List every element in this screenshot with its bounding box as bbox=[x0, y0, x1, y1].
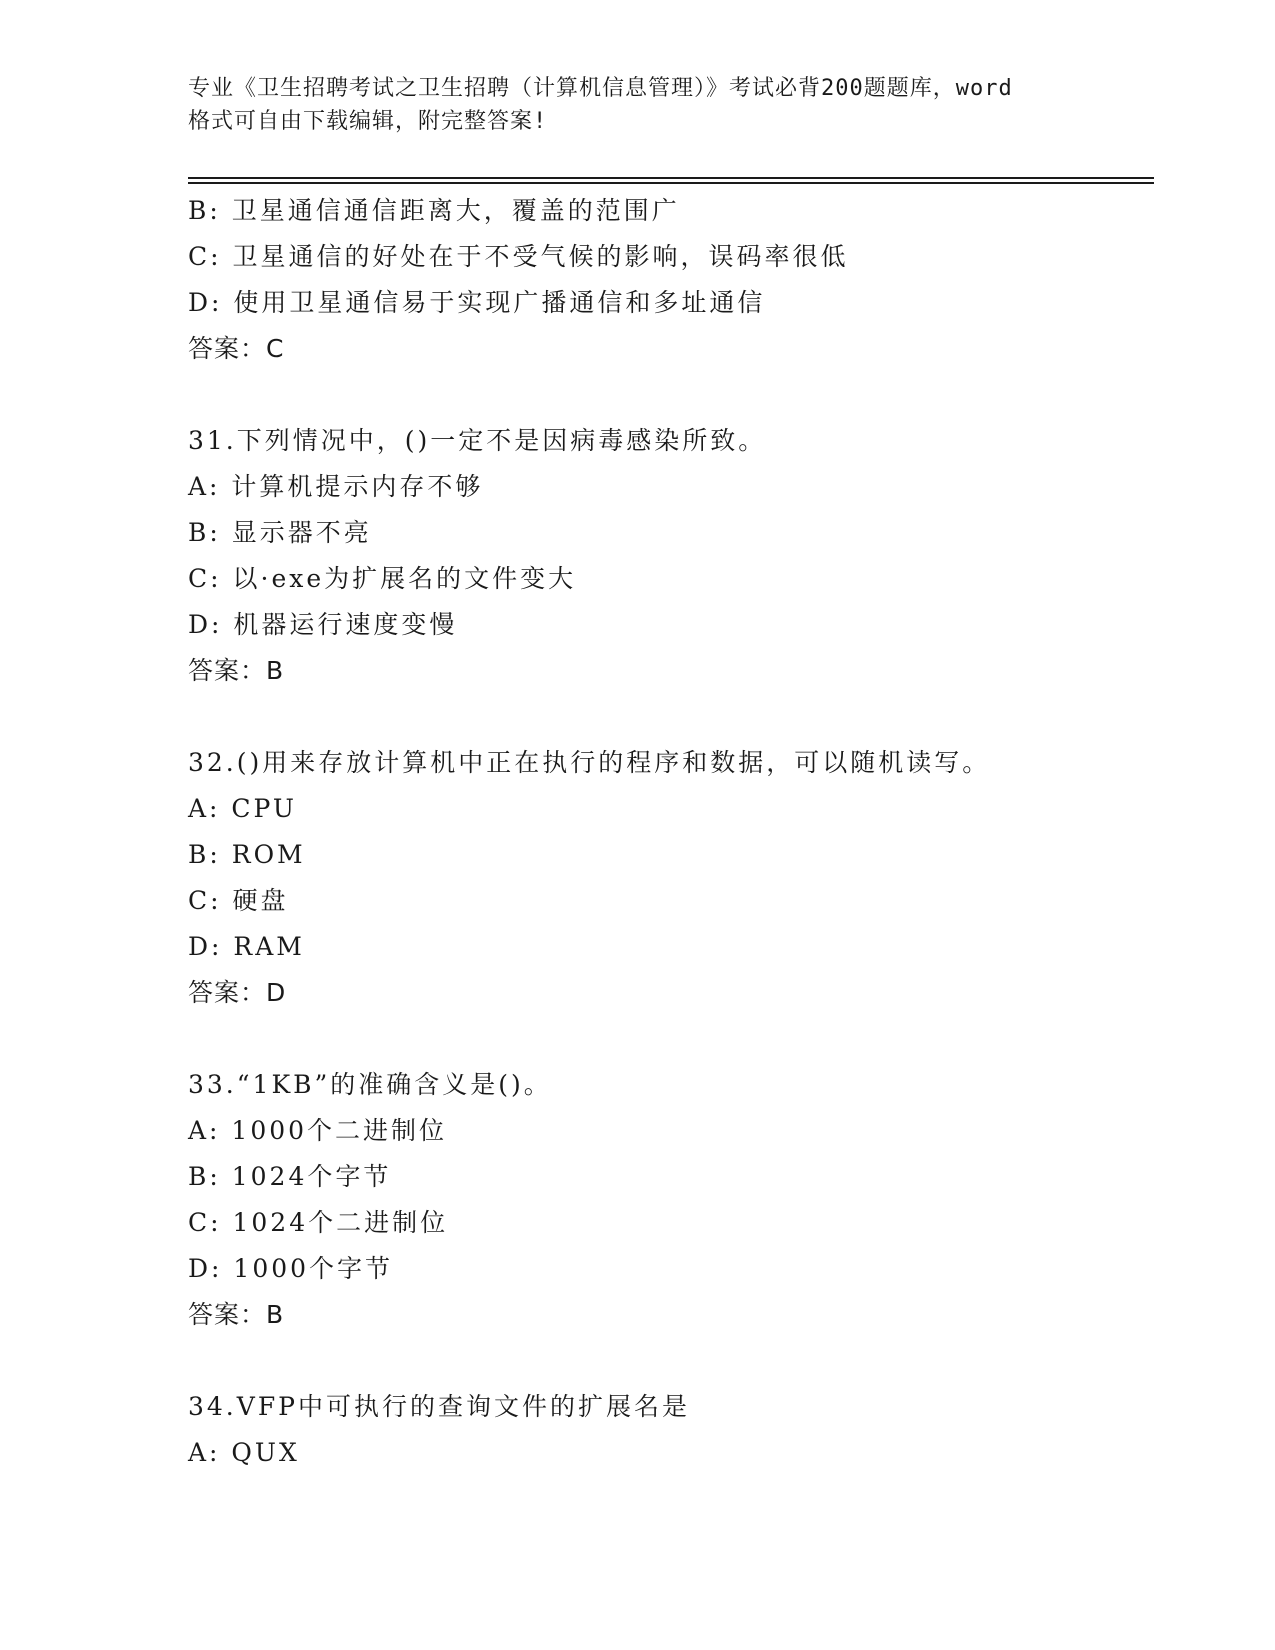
question-31 bbox=[188, 418, 1154, 694]
option-a: A: 计算机提示内存不够 bbox=[188, 472, 484, 501]
option-b: B: ROM bbox=[188, 840, 306, 869]
answer-line: 答案：B bbox=[188, 1300, 285, 1329]
header-divider-top bbox=[188, 177, 1154, 179]
option-c: C: 以·exe为扩展名的文件变大 bbox=[188, 564, 577, 593]
question-stem: 34.VFP中可执行的查询文件的扩展名是 bbox=[188, 1392, 690, 1421]
question-stem: 33.“1KB”的准确含义是()。 bbox=[188, 1070, 552, 1099]
option-d: D: 机器运行速度变慢 bbox=[188, 610, 458, 639]
option-b: B: 卫星通信通信距离大，覆盖的范围广 bbox=[188, 196, 680, 225]
answer-line: 答案：D bbox=[188, 978, 287, 1007]
question-32 bbox=[188, 740, 1154, 1016]
option-c: C: 硬盘 bbox=[188, 886, 289, 915]
question-stem: 31.下列情况中，()一定不是因病毒感染所致。 bbox=[188, 426, 767, 455]
option-d: D: RAM bbox=[188, 932, 305, 961]
option-d: D: 使用卫星通信易于实现广播通信和多址通信 bbox=[188, 288, 766, 317]
option-c: C: 1024个二进制位 bbox=[188, 1208, 449, 1237]
question-list bbox=[188, 188, 1154, 1476]
option-b: B: 1024个字节 bbox=[188, 1162, 392, 1191]
option-a: A: 1000个二进制位 bbox=[188, 1116, 448, 1145]
question-30-continued bbox=[188, 188, 1154, 372]
answer-line: 答案：B bbox=[188, 656, 285, 685]
option-d: D: 1000个字节 bbox=[188, 1254, 394, 1283]
header-divider-bottom bbox=[188, 182, 1154, 184]
header-line-1: 专业《卫生招聘考试之卫生招聘（计算机信息管理）》考试必背200题题库，word bbox=[188, 76, 1013, 101]
question-stem: 32.()用来存放计算机中正在执行的程序和数据，可以随机读写。 bbox=[188, 748, 991, 777]
option-c: C: 卫星通信的好处在于不受气候的影响，误码率很低 bbox=[188, 242, 849, 271]
question-34 bbox=[188, 1384, 1154, 1476]
header-line-2: 格式可自由下载编辑，附完整答案! bbox=[188, 109, 548, 134]
answer-line: 答案：C bbox=[188, 334, 285, 363]
option-a: A: CPU bbox=[188, 794, 298, 823]
document-header bbox=[188, 72, 1088, 138]
question-33 bbox=[188, 1062, 1154, 1338]
option-a: A: QUX bbox=[188, 1438, 300, 1467]
option-b: B: 显示器不亮 bbox=[188, 518, 372, 547]
